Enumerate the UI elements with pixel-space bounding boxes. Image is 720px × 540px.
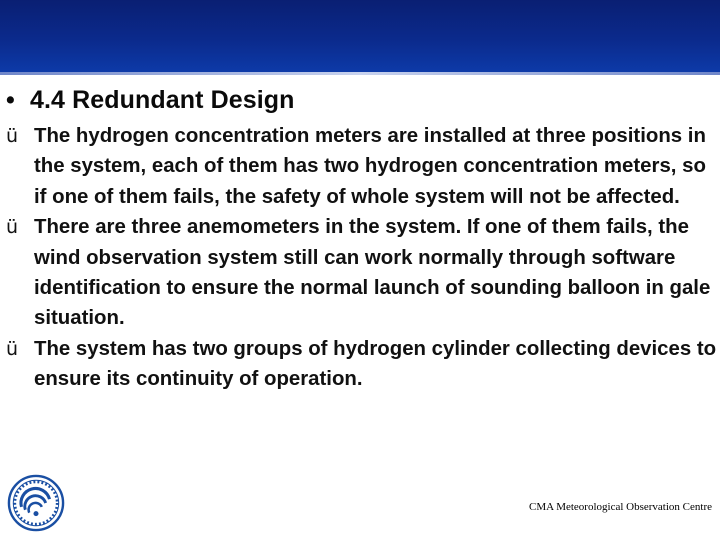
bullet-text: The hydrogen concentration meters are installed at three positions in the system, each of them has two hydrogen concentration meters, so if one of them fails, the safety of whole system will not be affected. <box>34 125 706 208</box>
check-mark-icon: ü <box>6 337 19 360</box>
bullet-item <box>6 121 718 212</box>
header-banner <box>0 0 720 72</box>
title-text: 4.4 Redundant Design <box>30 86 295 114</box>
bullet-text: The system has two groups of hydrogen cylinder collecting devices to ensure its continuity of operation. <box>34 337 717 391</box>
bullet-item <box>6 334 718 395</box>
header-divider <box>0 72 720 75</box>
bullet-list <box>6 121 718 395</box>
cma-emblem-icon <box>7 474 65 532</box>
bullet-text: There are three anemometers in the system. If one of them fails, the wind observation system still can work normally through software identification to ensure the normal launch of sounding balloon in gale situation. <box>34 216 711 330</box>
check-mark-icon: ü <box>6 125 19 147</box>
slide-title <box>6 86 295 115</box>
footer-organization: CMA Meteorological Observation Centre <box>529 501 712 513</box>
check-mark-icon: ü <box>6 216 19 239</box>
bullet-item <box>6 212 718 334</box>
title-bullet: • <box>6 86 15 114</box>
